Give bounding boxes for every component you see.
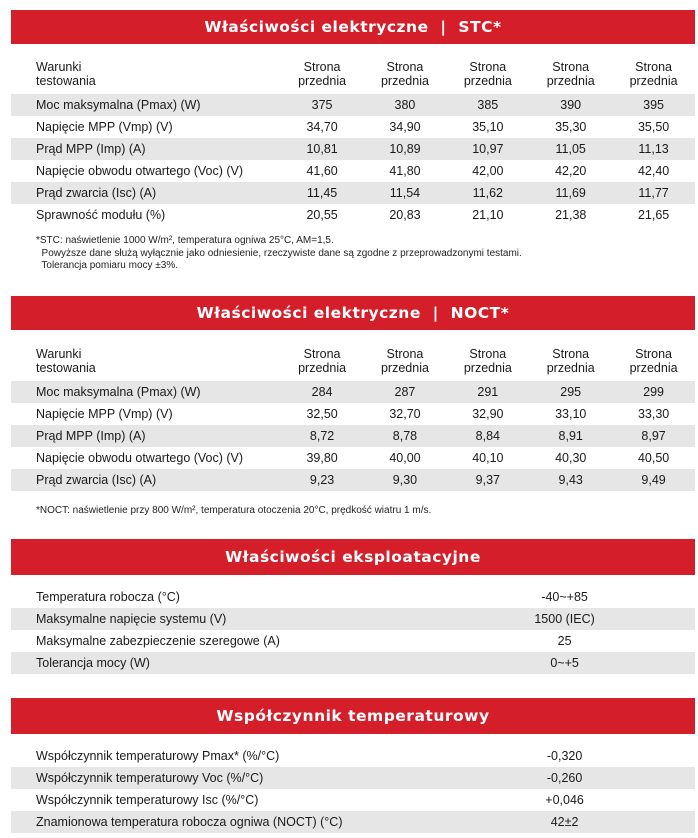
- cell-value: 11,77: [638, 186, 669, 200]
- row-label: Napięcie MPP (Vmp) (V): [36, 120, 173, 134]
- cell-value: 1500 (IEC): [534, 612, 595, 626]
- cell-value: 32,50: [306, 407, 338, 421]
- cell-value: 10,97: [472, 142, 504, 156]
- stc-header-row: [11, 60, 695, 94]
- row-label: Sprawność modułu (%): [36, 208, 166, 222]
- cell-value: 34,70: [306, 120, 338, 134]
- table-row: [11, 652, 695, 674]
- cell-value: 42,20: [555, 164, 587, 178]
- column-header: Strona przednia: [463, 60, 512, 88]
- cell-value: 21,10: [472, 208, 504, 222]
- operating-table: [11, 586, 695, 674]
- cell-value: 11,62: [472, 186, 504, 200]
- cell-value: 40,30: [555, 451, 587, 465]
- cell-value: 21,65: [637, 208, 670, 222]
- cell-value: 42,00: [472, 164, 504, 178]
- cell-value: 9,37: [475, 473, 501, 487]
- table-row: [11, 182, 695, 204]
- cell-value: 20,55: [306, 208, 338, 222]
- table-row: [11, 608, 695, 630]
- stc-footnote: *STC: naświetlenie 1000 W/m², temperatura ogniwa 25°C, AM=1,5. Powyższe dane służą wyłącznie jako odniesienie, rzeczywiste dane są zgodne z przeprowadzonymi testami. Tolerancja pomiaru mocy ±3%.: [36, 235, 522, 271]
- operating-section-title: Właściwości eksploatacyjne: [11, 539, 695, 575]
- row-label: Prąd zwarcia (Isc) (A): [36, 186, 157, 200]
- row-label: Napięcie obwodu otwartego (Voc) (V): [36, 451, 244, 465]
- row-label: Maksymalne napięcie systemu (V): [36, 612, 227, 626]
- table-row: [11, 138, 695, 160]
- cell-value: 11,69: [555, 186, 586, 200]
- table-row: [11, 160, 695, 182]
- stc-section-title: Właściwości elektryczne | STC*: [11, 10, 695, 44]
- noct-header-row: [11, 347, 695, 381]
- column-header: Strona przednia: [629, 60, 678, 88]
- cell-value: 11,05: [555, 142, 586, 156]
- cell-value: 35,10: [472, 120, 504, 134]
- cell-value: 21,38: [555, 208, 587, 222]
- column-header: Strona przednia: [380, 60, 429, 88]
- cell-value: 287: [394, 385, 416, 399]
- column-header: Strona przednia: [298, 60, 347, 88]
- row-label: Współczynnik temperaturowy Isc (%/°C): [36, 793, 259, 807]
- temperature-table: [11, 745, 695, 833]
- cell-value: 8,72: [309, 429, 335, 443]
- cell-value: 385: [477, 98, 499, 112]
- cell-value: 9,23: [309, 473, 335, 487]
- cell-value: 8,78: [392, 429, 418, 443]
- column-header: Strona przednia: [380, 347, 429, 375]
- cell-value: 299: [643, 385, 665, 399]
- row-label: Moc maksymalna (Pmax) (W): [36, 385, 201, 399]
- table-row: [11, 447, 695, 469]
- test-conditions-label: Warunki testowania: [36, 60, 96, 88]
- temperature-section-title: Współczynnik temperaturowy: [11, 698, 695, 734]
- row-label: Znamionowa temperatura robocza ogniwa (NOCT) (°C): [36, 815, 343, 829]
- table-row: [11, 767, 695, 789]
- test-conditions-label: Warunki testowania: [36, 347, 96, 375]
- cell-value: 11,13: [638, 142, 669, 156]
- noct-footnote: *NOCT: naświetlenie przy 800 W/m², temperatura otoczenia 20°C, prędkość wiatru 1 m/s.: [36, 505, 432, 516]
- table-row: [11, 403, 695, 425]
- cell-value: 9,43: [558, 473, 583, 487]
- row-label: Prąd MPP (Imp) (A): [36, 429, 146, 443]
- cell-value: 41,80: [389, 164, 421, 178]
- cell-value: 34,90: [389, 120, 421, 134]
- cell-value: 32,90: [472, 407, 504, 421]
- cell-value: 10,81: [306, 142, 338, 156]
- table-row: [11, 630, 695, 652]
- cell-value: 380: [394, 98, 416, 112]
- cell-value: 11,54: [389, 186, 421, 200]
- cell-value: 39,80: [306, 451, 338, 465]
- table-row: [11, 116, 695, 138]
- cell-value: 9,30: [392, 473, 418, 487]
- cell-value: 42,40: [637, 164, 670, 178]
- row-label: Moc maksymalna (Pmax) (W): [36, 98, 201, 112]
- cell-value: 375: [311, 98, 333, 112]
- cell-value: 40,10: [472, 451, 504, 465]
- cell-value: -0,320: [546, 749, 583, 763]
- cell-value: 35,30: [555, 120, 587, 134]
- cell-value: 0~+5: [550, 656, 579, 670]
- cell-value: 8,91: [558, 429, 583, 443]
- cell-value: -40~+85: [541, 590, 588, 604]
- cell-value: 11,45: [306, 186, 338, 200]
- cell-value: 10,89: [389, 142, 421, 156]
- stc-table: [11, 60, 695, 226]
- cell-value: 9,49: [641, 473, 666, 487]
- cell-value: 390: [560, 98, 582, 112]
- cell-value: 291: [477, 385, 499, 399]
- table-row: [11, 381, 695, 403]
- cell-value: 8,97: [641, 429, 666, 443]
- table-row: [11, 204, 695, 226]
- cell-value: -0,260: [546, 771, 583, 785]
- column-header: Strona przednia: [546, 60, 595, 88]
- cell-value: 40,00: [389, 451, 421, 465]
- cell-value: 33,30: [637, 407, 670, 421]
- cell-value: 295: [560, 385, 582, 399]
- column-header: Strona przednia: [546, 347, 595, 375]
- row-label: Maksymalne zabezpieczenie szeregowe (A): [36, 634, 280, 648]
- cell-value: 8,84: [475, 429, 501, 443]
- row-label: Tolerancja mocy (W): [36, 656, 150, 670]
- cell-value: 395: [643, 98, 665, 112]
- cell-value: 35,50: [637, 120, 670, 134]
- row-label: Temperatura robocza (°C): [36, 590, 180, 604]
- row-label: Współczynnik temperaturowy Pmax* (%/°C): [36, 749, 280, 763]
- noct-table: [11, 347, 695, 491]
- row-label: Napięcie obwodu otwartego (Voc) (V): [36, 164, 244, 178]
- cell-value: 41,60: [306, 164, 338, 178]
- cell-value: +0,046: [545, 793, 584, 807]
- row-label: Napięcie MPP (Vmp) (V): [36, 407, 173, 421]
- noct-section-title: Właściwości elektryczne | NOCT*: [11, 296, 695, 330]
- cell-value: 42±2: [550, 815, 579, 829]
- column-header: Strona przednia: [463, 347, 512, 375]
- column-header: Strona przednia: [298, 347, 347, 375]
- table-row: [11, 425, 695, 447]
- table-row: [11, 811, 695, 833]
- table-row: [11, 469, 695, 491]
- cell-value: 33,10: [555, 407, 587, 421]
- column-header: Strona przednia: [629, 347, 678, 375]
- table-row: [11, 745, 695, 767]
- cell-value: 25: [557, 634, 572, 648]
- cell-value: 20,83: [389, 208, 421, 222]
- table-row: [11, 94, 695, 116]
- cell-value: 32,70: [389, 407, 421, 421]
- table-row: [11, 586, 695, 608]
- row-label: Prąd zwarcia (Isc) (A): [36, 473, 157, 487]
- row-label: Współczynnik temperaturowy Voc (%/°C): [36, 771, 264, 785]
- cell-value: 284: [311, 385, 333, 399]
- cell-value: 40,50: [637, 451, 670, 465]
- row-label: Prąd MPP (Imp) (A): [36, 142, 146, 156]
- table-row: [11, 789, 695, 811]
